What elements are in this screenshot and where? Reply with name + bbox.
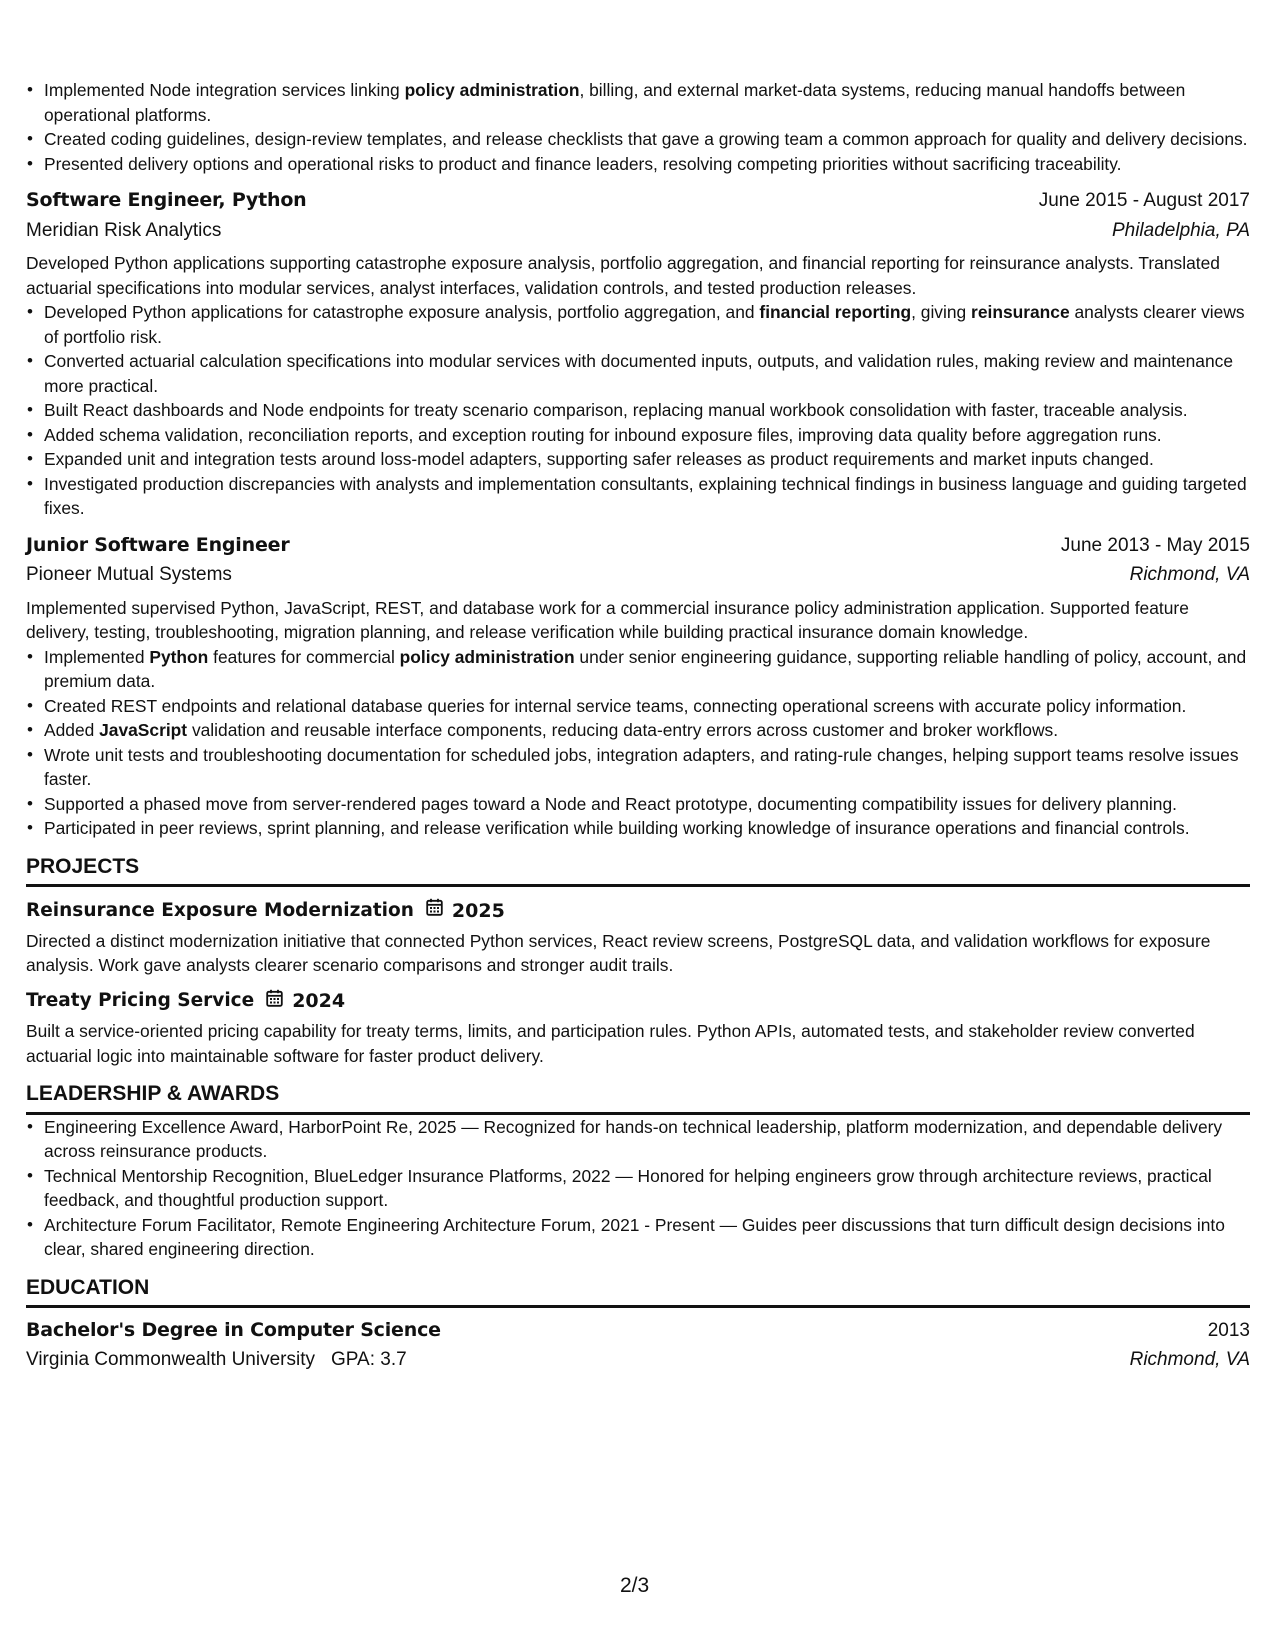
bullet-item: • Expanded unit and integration tests around loss-model adapters, supporting safer releases as product requirements and market inputs changed.: [44, 447, 1250, 472]
bold-keyword: JavaScript: [99, 720, 188, 740]
leadership-heading: LEADERSHIP & AWARDS: [26, 1082, 1250, 1115]
projects-list: [26, 898, 1250, 1068]
project-year: 2024: [292, 990, 346, 1012]
job-bullet-list: [26, 645, 1250, 841]
job-company-row: [26, 563, 1250, 588]
company-name: Pioneer Mutual Systems: [26, 564, 232, 585]
education-location: Richmond, VA: [1129, 1348, 1250, 1370]
bullet-item: • Added JavaScript validation and reusable interface components, reducing data-entry errors across customer and broker workflows.: [44, 718, 1250, 743]
page-number: 2/3: [620, 1574, 650, 1597]
education-year: 2013: [1207, 1320, 1250, 1341]
project-description: Directed a distinct modernization initiative that connected Python services, React review screens, PostgreSQL data, and validation workflows for exposure analysis. Work gave analysts clearer scenario comparisons and stronger audit trails.: [26, 930, 1211, 975]
institution-name: Virginia Commonwealth University: [26, 1348, 315, 1370]
job-location: Richmond, VA: [1129, 564, 1250, 585]
experience-list: [26, 188, 1250, 841]
degree-title: Bachelor's Degree in Computer Science: [26, 1319, 441, 1341]
project-year: 2025: [451, 899, 505, 922]
bullet-item: • Technical Mentorship Recognition, BlueLedger Insurance Platforms, 2022 — Honored for helping engineers grow through architecture reviews, practical feedback, and thoughtful production support.: [44, 1164, 1250, 1213]
calendar-icon: [426, 898, 443, 924]
job-summary: Implemented supervised Python, JavaScript, REST, and database work for a commercial insurance policy administration application. Supported feature delivery, testing, troubleshooting, migration planning, and release verification while building practical insurance domain knowledge.: [26, 597, 1189, 642]
bullet-item: • Developed Python applications for catastrophe exposure analysis, portfolio aggregation, and financial reporting, giving reinsurance analysts clearer views of portfolio risk.: [44, 300, 1250, 349]
resume-page: [26, 78, 1250, 1372]
job-entry: [26, 533, 1250, 841]
bold-keyword: reinsurance: [971, 302, 1070, 322]
bullet-item: • Created REST endpoints and relational database queries for internal service teams, connecting operational screens with accurate policy information.: [44, 694, 1250, 719]
bullet-item: • Added schema validation, reconciliation reports, and exception routing for inbound exposure files, improving data quality before aggregation runs.: [44, 423, 1250, 448]
calendar-icon: [266, 989, 283, 1015]
job-title: Software Engineer, Python: [26, 189, 307, 211]
company-name: Meridian Risk Analytics: [26, 219, 222, 241]
bullet-item: • Presented delivery options and operational risks to product and finance leaders, resolving competing priorities without sacrificing traceability.: [44, 152, 1250, 177]
job-dates: June 2013 - May 2015: [1060, 534, 1250, 556]
bullet-item: • Converted actuarial calculation specifications into modular services with documented inputs, outputs, and validation rules, making review and maintenance more practical.: [44, 349, 1250, 398]
bullet-item: • Implemented Python features for commercial policy administration under senior engineering guidance, supporting reliable handling of policy, account, and premium data.: [44, 645, 1250, 694]
bold-keyword: policy administration: [399, 646, 575, 667]
bold-keyword: financial reporting: [759, 302, 912, 322]
job-header-row: [26, 188, 1250, 214]
job-location: Philadelphia, PA: [1111, 219, 1250, 241]
project-header: [26, 989, 1250, 1015]
bullet-item: • Built React dashboards and Node endpoints for treaty scenario comparison, replacing manual workbook consolidation with faster, traceable analysis.: [44, 398, 1250, 423]
project-title: Treaty Pricing Service: [26, 990, 255, 1011]
bullet-item: • Participated in peer reviews, sprint planning, and release verification while building working knowledge of insurance operations and financial controls.: [44, 816, 1250, 841]
job-entry: [26, 188, 1250, 521]
bullet-item: • Architecture Forum Facilitator, Remote Engineering Architecture Forum, 2021 - Present — Guides peer discussions that turn difficult design decisions into clear, shared engineering direction.: [44, 1213, 1250, 1262]
job-summary: Developed Python applications supporting catastrophe exposure analysis, portfolio aggregation, and financial reporting for reinsurance analysts. Translated actuarial specifications into modular services, analyst interfaces, validation controls, and tested production releases.: [26, 253, 1220, 298]
bullet-item: • Wrote unit tests and troubleshooting documentation for scheduled jobs, integration adapters, and rating-rule changes, helping support teams resolve issues faster.: [44, 743, 1250, 792]
bullet-item: • Created coding guidelines, design-review templates, and release checklists that gave a growing team a common approach for quality and delivery decisions.: [44, 127, 1250, 152]
job-bullet-list: [26, 300, 1250, 521]
education-heading: EDUCATION: [26, 1276, 1250, 1309]
bold-keyword: policy administration: [404, 80, 580, 100]
project-entry: [26, 989, 1250, 1069]
projects-heading: PROJECTS: [26, 855, 1250, 888]
project-entry: [26, 898, 1250, 978]
bullet-item: • Engineering Excellence Award, HarborPoint Re, 2025 — Recognized for hands-on technical leadership, platform modernization, and dependable delivery across reinsurance products.: [44, 1115, 1250, 1164]
project-description: Built a service-oriented pricing capability for treaty terms, limits, and participation rules. Python APIs, automated tests, and stakeholder review converted actuarial logic into maintainable software for faster product delivery.: [26, 1021, 1195, 1066]
job-dates: June 2015 - August 2017: [1038, 190, 1250, 211]
gpa: GPA: 3.7: [330, 1348, 407, 1370]
bold-keyword: Python: [149, 646, 209, 667]
bullet-item: • Investigated production discrepancies with analysts and implementation consultants, explaining technical findings in business language and guiding targeted fixes.: [44, 472, 1250, 521]
job-title: Junior Software Engineer: [26, 533, 290, 556]
bullet-item: • Implemented Node integration services linking policy administration, billing, and external market-data systems, reducing manual handoffs between operational platforms.: [44, 78, 1250, 127]
bullet-item: • Supported a phased move from server-rendered pages toward a Node and React prototype, documenting compatibility issues for delivery planning.: [44, 792, 1250, 817]
education-entry: [26, 1318, 1250, 1372]
job-header-row: [26, 533, 1250, 559]
leadership-list: [26, 1115, 1250, 1262]
job-company-row: [26, 219, 1250, 244]
project-header: [26, 898, 1250, 924]
intro-bullet-list: [26, 78, 1250, 176]
project-title: Reinsurance Exposure Modernization: [26, 899, 414, 921]
institution-line: [26, 1348, 407, 1373]
